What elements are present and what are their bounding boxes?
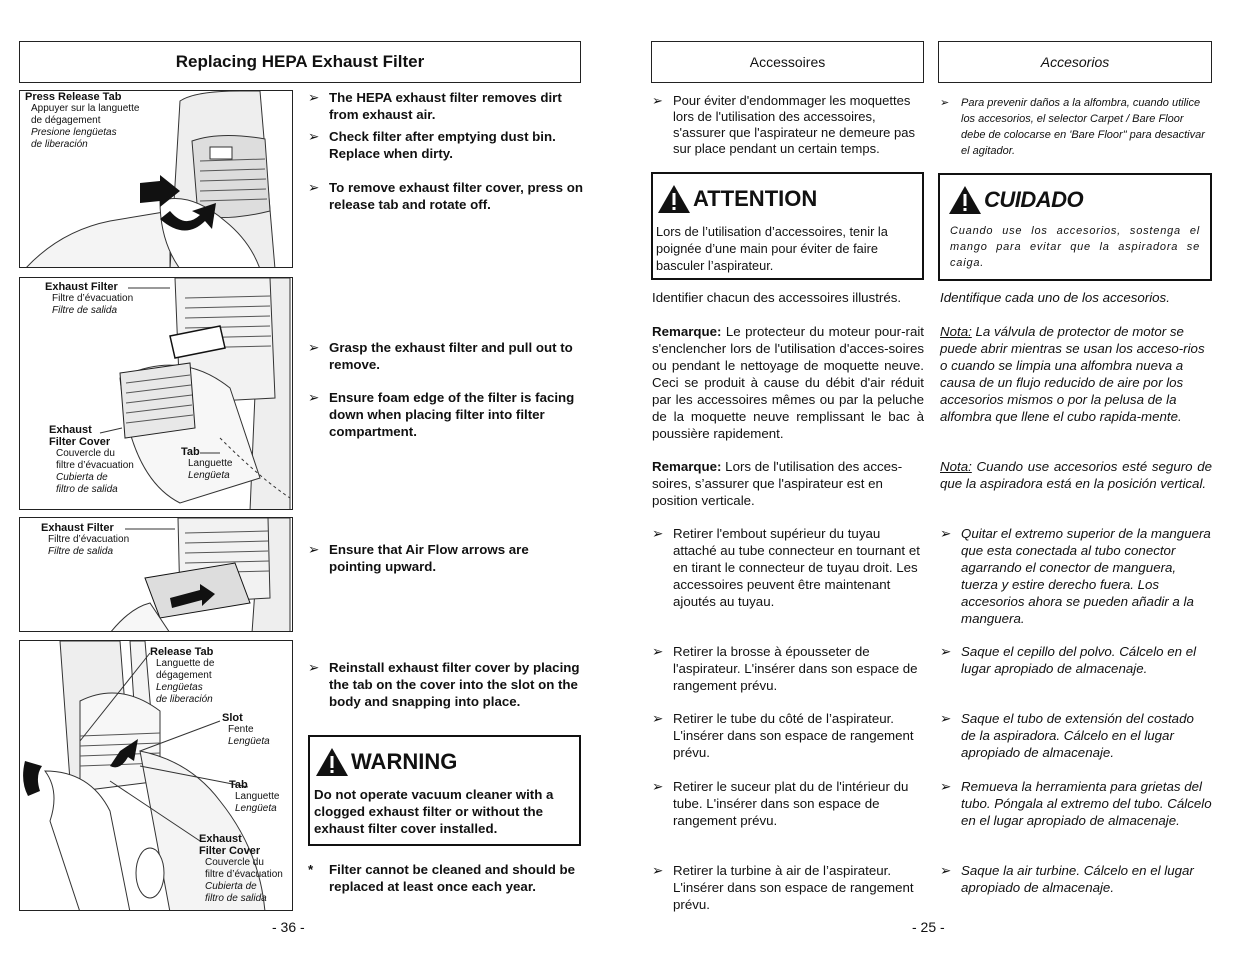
left-page-number: - 36 - — [272, 919, 305, 935]
exhaust-filter-es: Filtre de salida — [52, 305, 118, 316]
es-nota-1 — [940, 323, 1212, 425]
fr-intro-text: Pour éviter d'endommager les moquettes lors de l'utilisation des accessoires, s'assurer que l'aspirateur ne demeure pas sur place pendant un certain temps. — [673, 93, 915, 156]
fr-step-2 — [652, 643, 924, 694]
bullet-arrow-icon: ➢ — [940, 863, 952, 878]
instruction-text: Reinstall exhaust filter cover by placing the tab on the cover into the slot on the body and snapping into place. — [329, 660, 580, 709]
bullet-arrow-icon: ➢ — [308, 390, 320, 405]
slot-es: Lengüeta — [228, 736, 270, 747]
cuidado-header — [940, 175, 1210, 219]
exhaust-filter-label — [45, 281, 133, 317]
fr-step-text: Retirer le suceur plat du de l'intérieur du tube. L'insérer dans son espace de rangement prévu. — [673, 779, 909, 828]
bullet-arrow-icon: ➢ — [308, 129, 320, 144]
tab-label — [181, 446, 233, 482]
cuidado-text: Cuando use los accesorios, sostenga el mango para evitar que la aspiradora se caiga. — [950, 225, 1200, 269]
es-step-4 — [940, 778, 1212, 829]
tab-es-2: Lengüeta — [235, 803, 277, 814]
bullet-arrow-icon: ➢ — [940, 644, 952, 659]
instruction-text: Check filter after emptying dust bin. Replace when dirty. — [329, 129, 556, 161]
release-tab-fr1: Languette de — [156, 658, 215, 669]
bullet-arrow-icon: ➢ — [308, 660, 320, 675]
press-release-tab-es2: de liberación — [31, 139, 88, 150]
tab-title: Tab — [181, 446, 200, 458]
es-identify: Identifique cada uno de los accesorios. — [940, 290, 1170, 305]
cover-es-2b: filtro de salida — [205, 893, 267, 904]
fr-step-1 — [652, 525, 924, 610]
fr-step-text: Retirer le tube du côté de l’aspirateur. L'insérer dans son espace de rangement prévu. — [673, 711, 914, 760]
slot-title: Slot — [222, 712, 243, 724]
es-step-1 — [940, 525, 1212, 627]
fr-section-title: Accessoires — [749, 54, 826, 70]
bullet-arrow-icon: ➢ — [308, 180, 320, 195]
exhaust-filter-cover-es2: filtro de salida — [56, 484, 118, 495]
attention-header — [653, 174, 922, 218]
bullet-arrow-icon: ➢ — [652, 863, 664, 878]
press-release-tab-fr1: Appuyer sur la languette — [31, 103, 140, 114]
es-step-text: Remueva la herramienta para grietas del tubo. Póngala al extremo del tubo. Cálcelo en el lugar apropiado de almacenaje. — [961, 779, 1212, 828]
fr-step-5 — [652, 862, 924, 913]
exhaust-filter-title: Exhaust Filter — [45, 281, 118, 293]
es-nota-2-label: Nota: — [940, 459, 972, 474]
fr-remark-1 — [652, 323, 924, 442]
exhaust-filter-cover-label — [49, 424, 134, 496]
es-nota-2-text: Cuando use accesorios esté seguro de que la aspiradora está en la posición vertical. — [940, 459, 1213, 491]
tab-label-2 — [229, 779, 280, 815]
exhaust-filter-cover-fr1: Couvercle du — [56, 448, 115, 459]
exhaust-filter-cover-fr2: filtre d’évacuation — [56, 460, 134, 471]
fr-title-box — [651, 41, 924, 83]
fr-remark-2 — [652, 458, 924, 509]
instruction-text: Ensure foam edge of the filter is facing down when placing filter into filter compartment. — [329, 390, 575, 439]
es-nota-2 — [940, 458, 1212, 492]
exhaust-filter-title-2: Exhaust Filter — [41, 522, 114, 534]
instruction-2 — [308, 128, 583, 162]
warning-header — [310, 737, 579, 781]
bullet-arrow-icon: ➢ — [940, 711, 952, 726]
exhaust-filter-es-2: Filtre de salida — [48, 546, 114, 557]
warning-triangle-icon — [948, 185, 982, 215]
bullet-arrow-icon: ➢ — [308, 340, 320, 355]
cover-es-2a: Cubierta de — [205, 881, 257, 892]
note-asterisk: * — [308, 862, 314, 877]
release-tab-es1: Lengüetas — [156, 682, 203, 693]
cover-fr-2a: Couvercle du — [205, 857, 264, 868]
instruction-4 — [308, 339, 583, 373]
fr-step-text: Retirer la turbine à air de l’aspirateur. L'insérer dans son espace de rangement prévu. — [673, 863, 914, 912]
warning-text: Do not operate vacuum cleaner with a clogged exhaust filter or without the exhaust filter cover installed. — [314, 787, 554, 836]
instruction-text: The HEPA exhaust filter removes dirt from exhaust air. — [329, 90, 562, 122]
release-tab-fr2: dégagement — [156, 670, 212, 681]
release-tab-title: Release Tab — [150, 646, 214, 658]
figure-press-release-tab — [19, 90, 293, 268]
page-title: Replacing HEPA Exhaust Filter — [175, 52, 425, 71]
bullet-arrow-icon: ➢ — [652, 93, 663, 108]
fr-step-text: Retirer la brosse à épousseter de l'aspirateur. L'insérer dans son espace de rangement prévu. — [673, 644, 918, 693]
cover-fr-2b: filtre d’évacuation — [205, 869, 283, 880]
cover-title-2a: Exhaust — [199, 833, 242, 845]
bullet-arrow-icon: ➢ — [652, 779, 664, 794]
fr-remark-2-text: Lors de l'utilisation des acces-soires, s’assurer que l'aspirateur est en position verticale. — [652, 459, 903, 508]
fr-step-text: Retirer l'embout supérieur du tuyau attaché au tube connecteur en tournant et en tirant le connecteur de tuyau droit. Les accessoires peuvent être maintenant ajoutés au tuyau. — [673, 526, 920, 609]
tab-es: Lengüeta — [188, 470, 230, 481]
bullet-arrow-icon: ➢ — [652, 526, 664, 541]
figure-exhaust-filter — [19, 277, 293, 510]
exhaust-filter-fr: Filtre d’évacuation — [52, 293, 134, 304]
fr-remark-1-text: Le protecteur du moteur pour-rait s'enclencher lors de l'utilisation d'acces-soires ou pendant le nettoyage de moquette neuve. Ceci se produit à cause du débit d'air réduit par les accessoires mêmes ou par la peluche de la moquette neuve remplissant le bac à poussière rapidement. — [652, 324, 924, 441]
instruction-5 — [308, 389, 583, 440]
fr-remark-2-label: Remarque: — [652, 459, 722, 474]
bullet-arrow-icon: ➢ — [940, 526, 952, 541]
es-title-box — [938, 41, 1212, 83]
attention-text: Lors de l’utilisation d’accessoires, tenir la poignée d’une main pour éviter de faire basculer l’aspirateur. — [656, 224, 888, 273]
slot-label — [222, 712, 270, 748]
tab-title-2: Tab — [229, 779, 248, 791]
es-step-3 — [940, 710, 1212, 761]
es-step-5 — [940, 862, 1212, 896]
instruction-text: Grasp the exhaust filter and pull out to remove. — [329, 340, 573, 372]
cuidado-heading: CUIDADO — [984, 186, 1084, 212]
bullet-arrow-icon: ➢ — [940, 97, 950, 109]
exhaust-filter-cover-title2: Filter Cover — [49, 436, 111, 448]
es-section-title: Accesorios — [1040, 54, 1110, 70]
es-step-2 — [940, 643, 1212, 677]
release-tab-label — [150, 646, 214, 706]
es-nota-1-label: Nota: — [940, 324, 972, 339]
instruction-7 — [308, 659, 583, 710]
bullet-arrow-icon: ➢ — [308, 542, 320, 557]
slot-fr: Fente — [228, 724, 254, 735]
figure-air-flow — [19, 517, 293, 632]
fr-step-4 — [652, 778, 924, 829]
warning-box — [308, 735, 581, 846]
es-intro-text: Para prevenir daños a la alfombra, cuando utilice los accesorios, el selector Carpet / Bare Floor debe de colocarse en 'Bare Floor" para desactivar el agitador. — [961, 97, 1205, 157]
bullet-arrow-icon: ➢ — [652, 644, 664, 659]
exhaust-filter-label-2 — [41, 522, 129, 558]
es-step-text: Saque el tubo de extensión del costado de la aspiradora. Cálcelo en el lugar apropiado de almacenaje. — [961, 711, 1194, 760]
bullet-arrow-icon: ➢ — [652, 711, 664, 726]
figure-reinstall-cover — [19, 640, 293, 911]
fr-step-3 — [652, 710, 924, 761]
exhaust-filter-cover-title1: Exhaust — [49, 424, 92, 436]
exhaust-filter-fr-2: Filtre d’évacuation — [48, 534, 130, 545]
attention-heading: ATTENTION — [693, 185, 818, 211]
bullet-arrow-icon: ➢ — [940, 779, 952, 794]
tab-fr: Languette — [188, 458, 233, 469]
note-text: Filter cannot be cleaned and should be replaced at least once each year. — [329, 862, 576, 894]
es-step-text: Saque la air turbine. Cálcelo en el lugar apropiado de almacenaje. — [961, 863, 1194, 895]
instruction-text: Ensure that Air Flow arrows are pointing upward. — [329, 542, 529, 574]
fr-remark-1-label: Remarque: — [652, 324, 722, 339]
instruction-1 — [308, 89, 583, 123]
attention-box — [651, 172, 924, 280]
exhaust-filter-cover-es1: Cubierta de — [56, 472, 108, 483]
cuidado-box — [938, 173, 1212, 281]
warning-triangle-icon — [315, 747, 349, 777]
left-title-box — [19, 41, 581, 83]
warning-triangle-icon — [657, 184, 691, 214]
instruction-text: To remove exhaust filter cover, press on release tab and rotate off. — [329, 180, 583, 212]
right-page-number: - 25 - — [912, 919, 945, 935]
filter-note — [308, 861, 583, 895]
press-release-tab-fr2: de dégagement — [31, 115, 101, 126]
press-release-tab-es1: Presione lengüetas — [31, 127, 117, 138]
fr-intro — [652, 93, 924, 157]
fr-identify: Identifier chacun des accessoires illustrés. — [652, 290, 902, 305]
press-release-tab-label — [25, 91, 139, 151]
es-intro — [940, 95, 1210, 159]
exhaust-filter-cover-label-2 — [199, 833, 283, 905]
release-tab-es2: de liberación — [156, 694, 213, 705]
instruction-3 — [308, 179, 583, 213]
es-step-text: Saque el cepillo del polvo. Cálcelo en el lugar apropiado de almacenaje. — [961, 644, 1197, 676]
bullet-arrow-icon: ➢ — [308, 90, 320, 105]
instruction-6 — [308, 541, 583, 575]
press-release-tab-title: Press Release Tab — [25, 91, 122, 103]
es-step-text: Quitar el extremo superior de la manguera que esta conectada al tubo conector agarrando el conector de manguera, tuerza y estire derecho fuera. Los accesorios ahora se pueden añadir a la manguera. — [961, 526, 1211, 626]
tab-fr-2: Languette — [235, 791, 280, 802]
warning-heading: WARNING — [351, 749, 458, 774]
es-nota-1-text: La válvula de protector de motor se puede abrir mientras se usan los acceso-rios o cuando se limpia una alfombra nueva a causa de un flujo reducido de aire por los accesorios mismos o por la pelusa de la alfombra que llene el cubo rapida-mente. — [940, 324, 1205, 424]
cover-title-2b: Filter Cover — [199, 845, 261, 857]
